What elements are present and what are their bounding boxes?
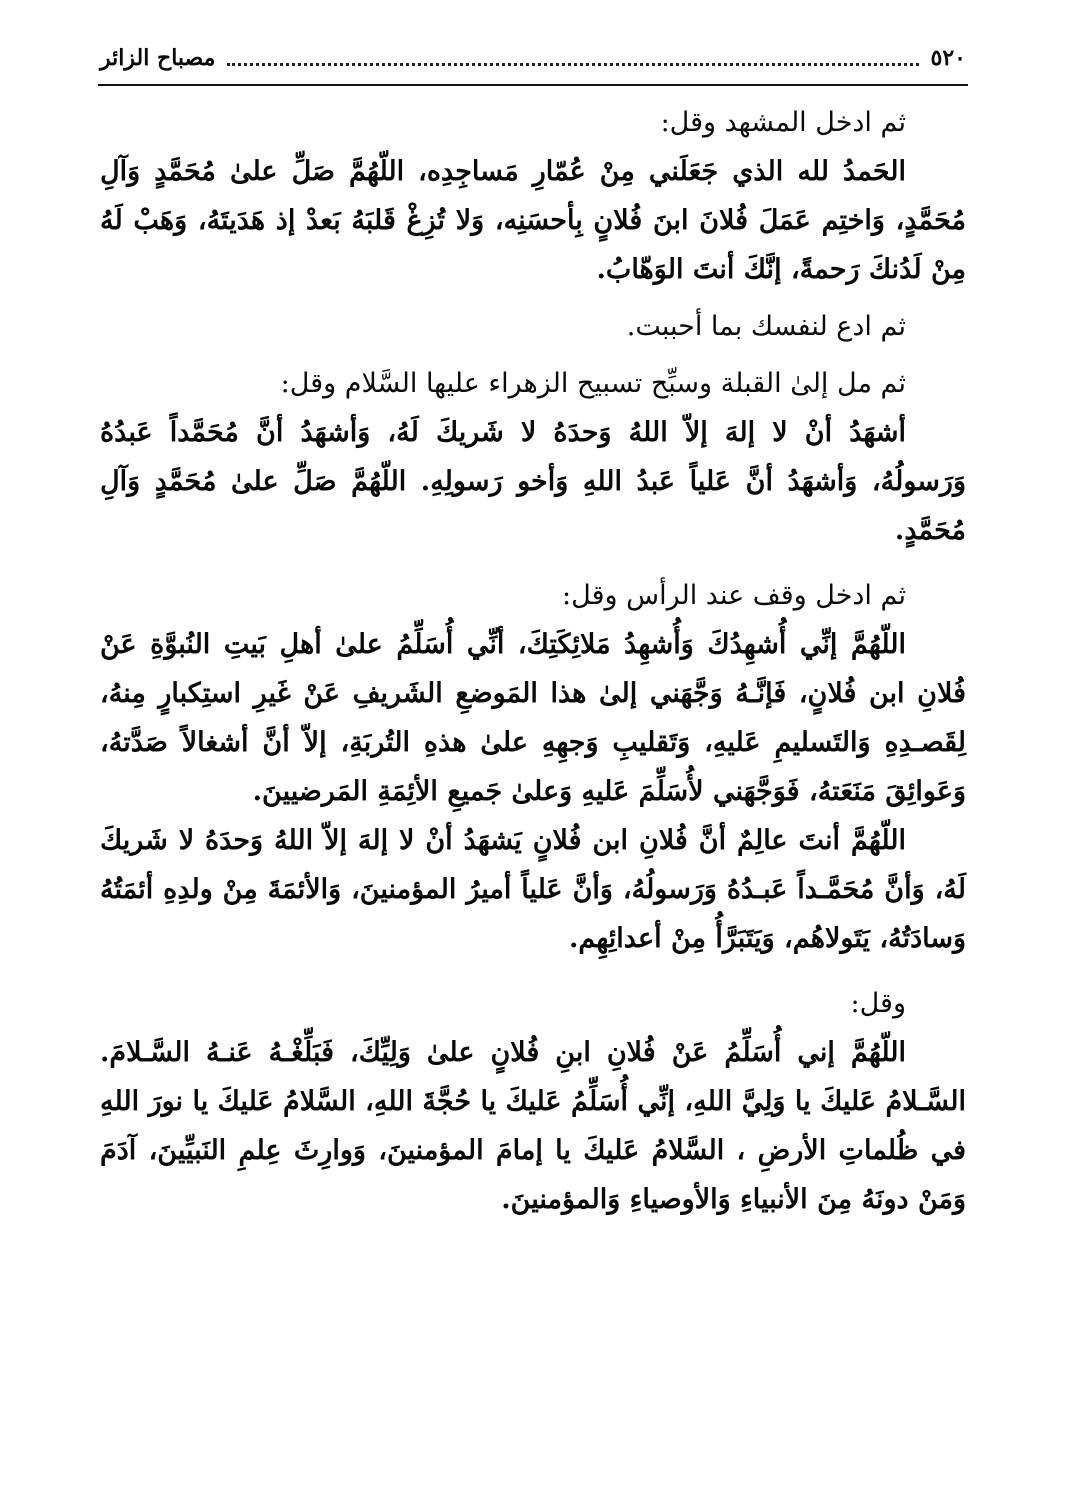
page-header [100,38,966,78]
book-title: مصباح الزائر [100,45,216,71]
prayer-testimony: أشهَدُ أنْ لا إلهَ إلاّ اللهُ وَحدَهُ لا شَريكَ لَهُ، وَأشهَدُ أنَّ مُحَمَّداً عَبدُهُ وَرَسولُهُ، وَأشهَدُ أنَّ عَلياً عَبدُ اللهِ وَأخو رَسولِهِ. اللّهُمَّ صَلِّ علىٰ مُحَمَّدٍ وَآلِ مُحَمَّدٍ. [100,417,966,546]
instruction-enter-shrine: ثم ادخل المشهد وقل: [660,107,906,138]
page-number: ٥٢٠ [930,45,966,71]
header-dot-leader [227,63,918,66]
prayer-greeting-on-behalf: اللّهُمَّ إنِّي أُشهِدُكَ وَأُشهِدُ مَلائِكَتِكَ، أنِّي أُسَلِّمُ علىٰ أهلِ بَيتِ النُبوَّةِ عَنْ فُلانِ ابن فُلانٍ، فَإنَّـهُ وَجَّهَني إلىٰ هذا المَوضعِ الشَريفِ عَنْ غَيرِ استِكبارٍ مِنهُ، لِقَصـدِهِ وَالتَسليمِ عَليهِ، وَتَقليبِ وَجهِهِ علىٰ هذهِ التُربَةِ، إلاّ أنَّ أشغالاً صَدَّتهُ، وَعَوائِقَ مَنَعَتهُ، فَوَجَّهَني لأُسَلِّمَ عَليهِ وَعلىٰ جَميعِ الأئِمَةِ المَرضيينَ. [100,629,966,807]
instruction-stand-at-head: ثم ادخل وقف عند الرأس وقل: [562,580,906,611]
prayer-witness: اللّهُمَّ أنتَ عالِمٌ أنَّ فُلانِ ابن فُلانٍ يَشهَدُ أنْ لا إلهَ إلاّ اللهُ وَحدَهُ لا شَريكَ لَهُ، وَأنَّ مُحَمَّـداً عَبـدُهُ وَرَسولُهُ، وَأنَّ عَلياً أميرُ المؤمنينَ، وَالأئمَةَ مِنْ ولدِهِ أئمَتُهُ وَسادَتُهُ، يَتَولاهُم، وَيَتَبَرَّأُ مِنْ أعدائِهِم. [100,825,966,954]
prayer-praise: الحَمدُ لله الذي جَعَلَني مِنْ عُمّارِ مَساجِدِه، اللّهُمَّ صَلِّ علىٰ مُحَمَّدٍ وَآلِ مُحَمَّدٍ، وَاختِم عَمَلَ فُلانَ ابنَ فُلانٍ بِأحسَنِه، وَلا تُزِغْ قَلبَهُ بَعدْ إذ هَدَيتَهُ، وَهَبْ لَهُ مِنْ لَدُنكَ رَحمةً، إنَّكَ أنتَ الوَهّابُ. [100,156,966,285]
header-rule [98,84,968,86]
instruction-say: وقل: [850,988,906,1019]
instruction-face-qibla: ثم مل إلىٰ القبلة وسبِّح تسبيح الزهراء عليها السَّلام وقل: [280,368,906,399]
page-body [100,98,966,1224]
prayer-salutation: اللّهُمَّ إني أُسَلِّمُ عَنْ فُلانِ ابنِ فُلانٍ علىٰ وَلِيِّكَ، فَبَلِّغْـهُ عَنـهُ السَّـلامَ. السَّـلامُ عَليكَ يا وَلِيَّ اللهِ، إنِّي أُسَلِّمُ عَليكَ يا حُجَّةَ اللهِ، السَّلامُ عَليكَ يا نورَ اللهِ في ظُلماتِ الأرضِ ، السَّلامُ عَليكَ يا إمامَ المؤمنينَ، وَوارِثَ عِلمِ النَبيِّينَ، آدَمَ وَمَنْ دونَهُ مِنَ الأنبياءِ وَالأوصياءِ وَالمؤمنينَ. [100,1037,966,1215]
instruction-self-supplication: ثم ادع لنفسك بما أحببت. [626,311,906,342]
